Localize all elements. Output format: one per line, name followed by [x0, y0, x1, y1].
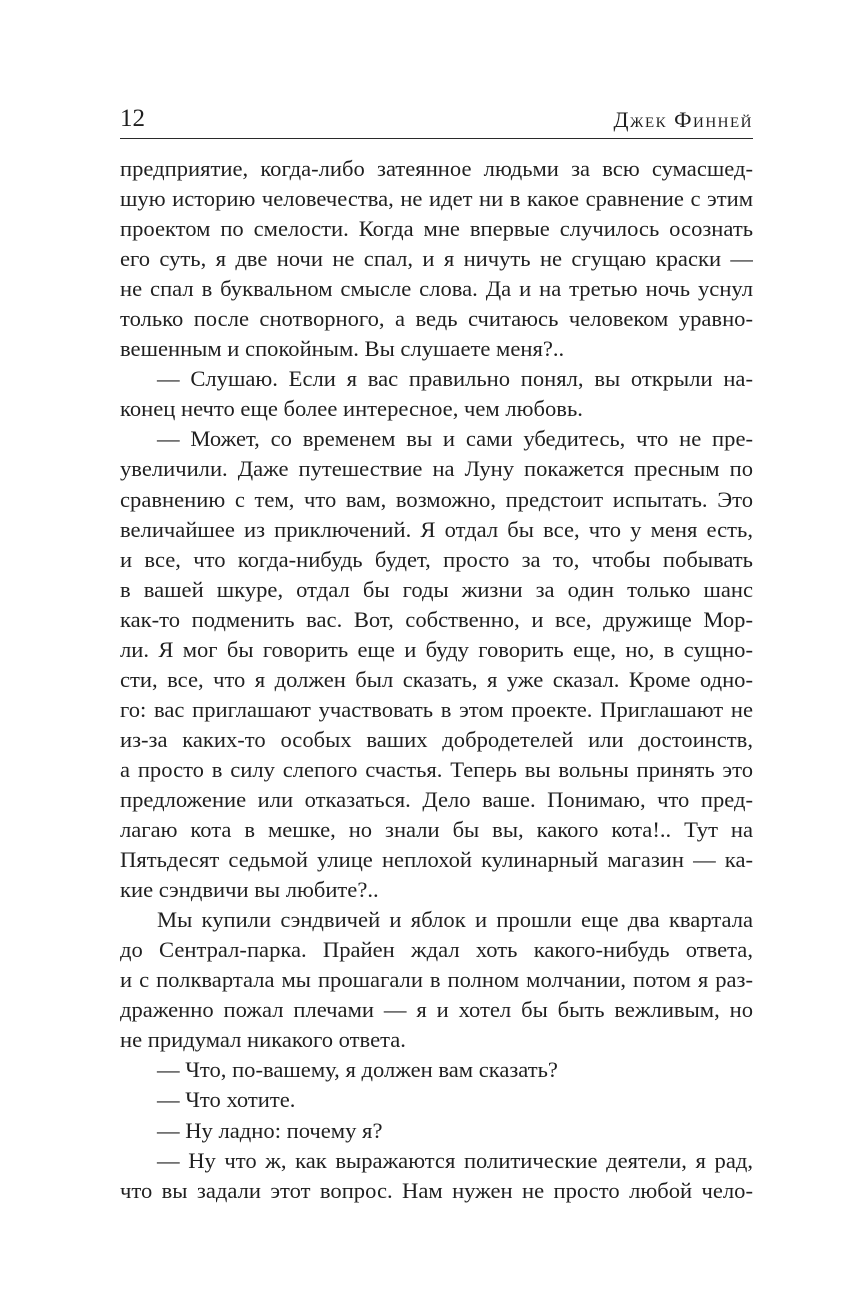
text-line: предложение или отказаться. Дело ваше. Понимаю, что пред-: [120, 786, 753, 812]
text-line: величайшее из приключений. Я отдал бы все, что у меня есть,: [120, 516, 753, 542]
text-line: — Ну что ж, как выражаются политические деятели, я рад,: [157, 1147, 753, 1173]
text-line: не спал в буквальном смысле слова. Да и на третью ночь уснул: [120, 276, 753, 302]
text-line: что вы задали этот вопрос. Нам нужен не просто любой чело-: [120, 1177, 753, 1203]
running-head: [120, 100, 753, 139]
text-line: го: вас приглашают участвовать в этом проекте. Приглашают не: [120, 696, 753, 722]
text-line: шую историю человечества, не идет ни в какое сравнение с этим: [120, 186, 753, 212]
text-line: Пятьдесят седьмой улице неплохой кулинарный магазин — ка-: [120, 847, 753, 873]
text-line: вешенным и спокойным. Вы слушаете меня?..: [120, 336, 565, 362]
text-line: — Что, по-вашему, я должен вам сказать?: [157, 1057, 558, 1083]
text-line: — Может, со временем вы и сами убедитесь, что не пре-: [157, 426, 753, 452]
body-text: [120, 154, 753, 1206]
text-line: — Слушаю. Если я вас правильно понял, вы открыли на-: [157, 366, 753, 392]
book-author: Джек Финней: [613, 107, 753, 132]
text-line: его суть, я две ночи не спал, и я ничуть не сгущаю краски —: [120, 246, 753, 272]
text-line: драженно пожал плечами — я и хотел бы быть вежливым, но: [120, 997, 753, 1023]
text-line: сти, все, что я должен был сказать, я уже сказал. Кроме одно-: [120, 666, 753, 692]
text-line: — Ну ладно: почему я?: [157, 1117, 383, 1143]
text-line: — Что хотите.: [157, 1087, 296, 1113]
text-line: в вашей шкуре, отдал бы годы жизни за один только шанс: [120, 576, 753, 602]
text-line: только после снотворного, а ведь считаюсь человеком уравно-: [120, 306, 753, 332]
text-line: из-за каких-то особых ваших добродетелей или достоинств,: [120, 726, 753, 752]
text-line: предприятие, когда-либо затеянное людьми за всю сумасшед-: [120, 156, 753, 181]
text-line: и с полквартала мы прошагали в полном молчании, потом я раз-: [120, 967, 753, 993]
text-line: до Сентрал-парка. Прайен ждал хоть какого-нибудь ответа,: [120, 937, 753, 963]
text-line: конец нечто еще более интересное, чем любовь.: [120, 396, 583, 422]
text-line: не придумал никакого ответа.: [120, 1027, 406, 1053]
text-line: кие сэндвичи вы любите?..: [120, 877, 379, 903]
text-line: Мы купили сэндвичей и яблок и прошли еще два квартала: [157, 907, 753, 933]
text-line: проектом по смелости. Когда мне впервые случилось осознать: [120, 216, 753, 242]
text-line: сравнению с тем, что вам, возможно, предстоит испытать. Это: [120, 486, 753, 512]
page-number: 12: [120, 105, 145, 132]
text-line: а просто в силу слепого счастья. Теперь вы вольны принять это: [120, 756, 753, 782]
text-line: как-то подменить вас. Вот, собственно, и все, дружище Мор-: [120, 606, 753, 632]
text-line: лагаю кота в мешке, но знали бы вы, какого кота!.. Тут на: [120, 817, 753, 843]
text-line: увеличили. Даже путешествие на Луну покажется пресным по: [120, 456, 753, 482]
text-line: ли. Я мог бы говорить еще и буду говорить еще, но, в сущно-: [120, 636, 753, 662]
text-line: и все, что когда-нибудь будет, просто за то, чтобы побывать: [120, 546, 753, 572]
